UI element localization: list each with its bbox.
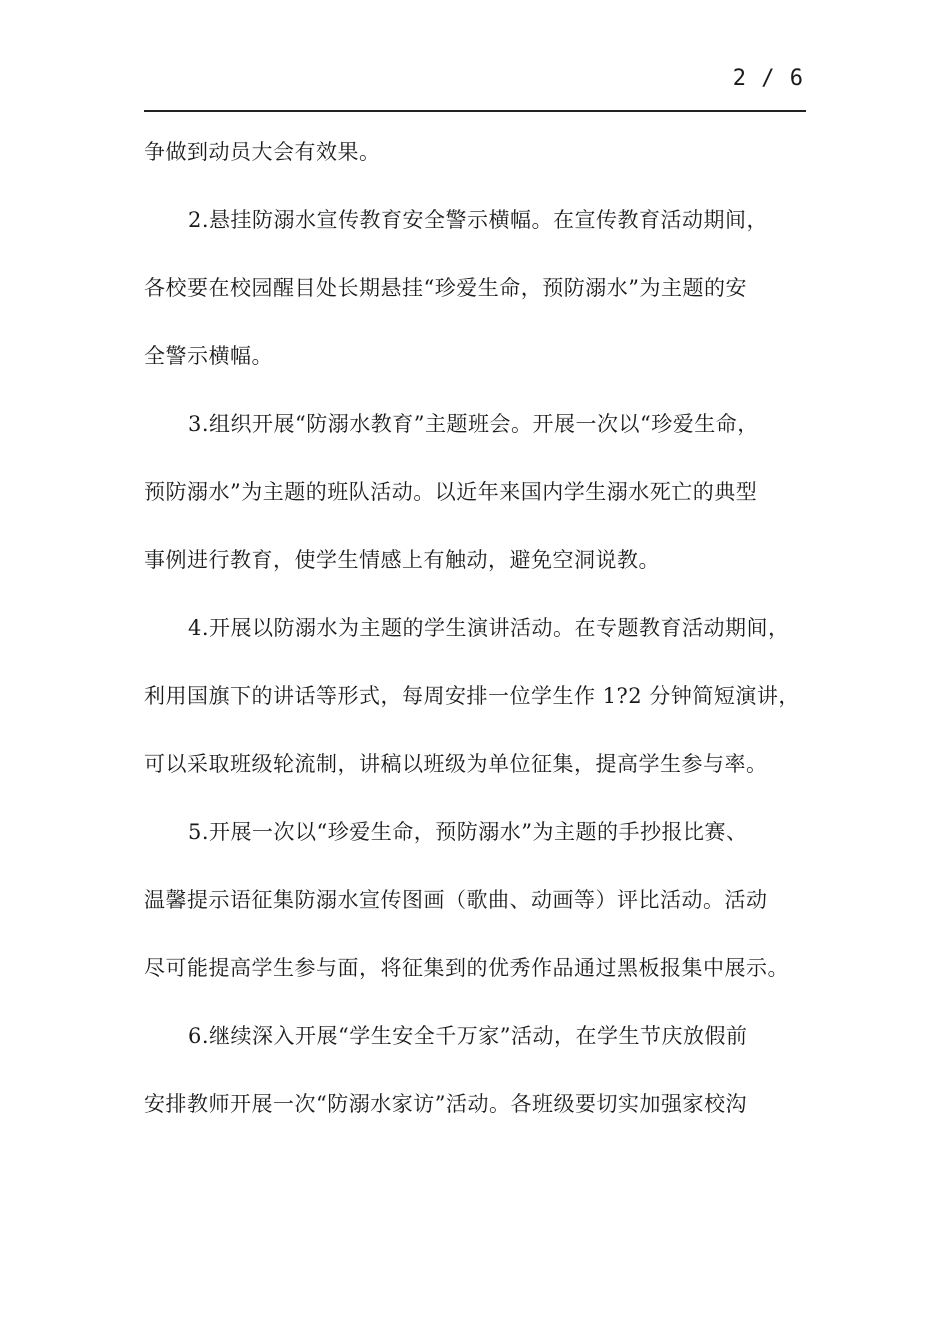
text-line: 事例进行教育，使学生情感上有触动，避免空洞说教。 <box>144 548 660 572</box>
paragraph-start-3: 3.组织开展“防溺水教育”主题班会。开展一次以“珍爱生命， <box>188 412 759 436</box>
text-line: 预防溺水”为主题的班队活动。以近年来国内学生溺水死亡的典型 <box>144 480 758 504</box>
text-line: 安排教师开展一次“防溺水家访”活动。各班级要切实加强家校沟 <box>144 1092 747 1116</box>
paragraph-start-4: 4.开展以防溺水为主题的学生演讲活动。在专题教育活动期间， <box>188 616 790 640</box>
paragraph-start-6: 6.继续深入开展“学生安全千万家”活动，在学生节庆放假前 <box>188 1024 748 1048</box>
text-line: 可以采取班级轮流制，讲稿以班级为单位征集，提高学生参与率。 <box>144 752 768 776</box>
document-body <box>144 124 824 1144</box>
text-line: 全警示横幅。 <box>144 344 273 368</box>
text-line: 争做到动员大会有效果。 <box>144 140 381 164</box>
text-line: 利用国旗下的讲话等形式，每周安排一位学生作 1?2 分钟简短演讲， <box>144 684 800 708</box>
text-line: 各校要在校园醒目处长期悬挂“珍爱生命，预防溺水”为主题的安 <box>144 276 747 300</box>
header-divider <box>144 110 806 112</box>
text-line: 尽可能提高学生参与面，将征集到的优秀作品通过黑板报集中展示。 <box>144 956 789 980</box>
text-line: 温馨提示语征集防溺水宣传图画（歌曲、动画等）评比活动。活动 <box>144 888 768 912</box>
paragraph-start-2: 2.悬挂防溺水宣传教育安全警示横幅。在宣传教育活动期间， <box>188 208 769 232</box>
page-number: 2 / 6 <box>732 66 804 91</box>
paragraph-start-5: 5.开展一次以“珍爱生命，预防溺水”为主题的手抄报比赛、 <box>188 820 748 844</box>
